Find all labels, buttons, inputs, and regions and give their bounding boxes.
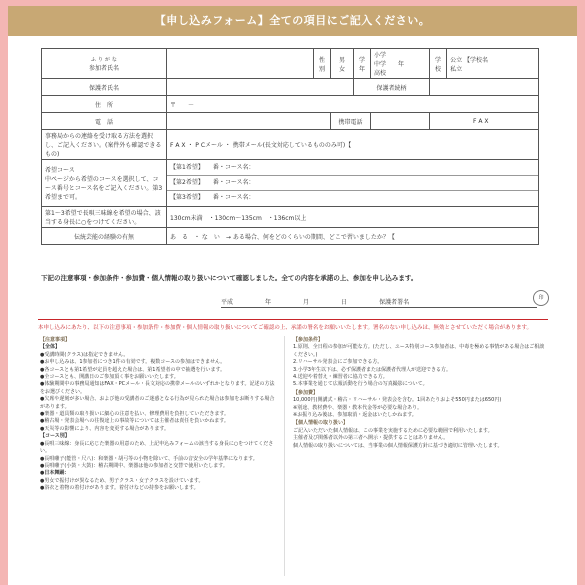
signature-line[interactable]: 平成 年 月 日 保護者署名 xyxy=(221,297,537,308)
form-header: 【申し込みフォーム】全ての項目にご記入ください。 xyxy=(8,6,577,36)
experience-field[interactable]: あ る ・ な い → ある場合、何をどのくらいの期間、どこで習いましたか？【 xyxy=(167,228,539,245)
height-options[interactable]: 130cm未満 ・130cm～135cm ・136cm以上 xyxy=(167,207,539,228)
participant-name-label: ふ り が な 参加者氏名 xyxy=(42,49,167,79)
guardian-name-label: 保護者氏名 xyxy=(42,79,167,96)
contact-method-label: 事務局からの連絡を受け取る方法を選択し、ご記入ください。(案件外も確認できるもの) xyxy=(42,130,167,160)
mobile-label: 携帯電話 xyxy=(331,113,371,130)
application-table xyxy=(41,48,539,245)
column-divider xyxy=(284,336,285,576)
school-label: 学校 xyxy=(430,49,447,79)
guardian-sign-label: 保護者署名 xyxy=(379,299,410,306)
height-label: 第1～3希望で長唄三味線を希望の場合、該当する身長に○をつけてください。 xyxy=(42,207,167,228)
phone-field[interactable] xyxy=(167,113,331,130)
fax-field[interactable] xyxy=(430,113,539,130)
address-label: 住 所 xyxy=(42,96,167,113)
consent-text: 下記の注意事項・参加条件・参加費・個人情報の取り扱いについて確認しました。全ての内容を承諾の上、参加を申し込みます。 xyxy=(41,274,418,282)
relation-field[interactable] xyxy=(430,79,539,96)
participant-name-field[interactable] xyxy=(167,49,314,79)
course-choice-label: 希望コース 中ページから希望のコースを選択して、コース番号とコース名をご記入ください。第3希望まで可。 xyxy=(42,160,167,207)
gender-options[interactable]: 男 女 xyxy=(331,49,354,79)
warning-text: 本申し込みにあたり、以下の注意事項・参加条件・参加費・個人情報の取り扱いについてご確認の上、承諾の署名をお願いいたします。署名のない申し込みは、無効とさせていただく場合があります。 xyxy=(38,319,548,331)
relation-label: 保護者続柄 xyxy=(354,79,430,96)
experience-label: 伝統芸能の経験の有無 xyxy=(42,228,167,245)
address-field[interactable]: 〒 － xyxy=(167,96,539,113)
school-field[interactable]: 公立 【学校名 私立 xyxy=(447,49,539,79)
seal-stamp: 印 xyxy=(533,290,549,306)
gender-label: 性別 xyxy=(314,49,331,79)
contact-method-field[interactable]: F A X ・ P Cメール ・ 携帯メール(長文対応しているもののみ可)【 xyxy=(167,130,539,160)
notes-left-column: 【注意事項】 【全体】 ●受講時間(クラス)は指定できません。 ●お申し込みは、1参加者につき1件の有効です。複数コースの参加はできません。 ●各コースとも第1希望が定員を超えた場合は、第1希望者の中で抽選を行います。 ●全コースとも、開講日のご参加頂く事をお願いいたします。 ●体験期間中の事務局通知はFAX・PCメール・長文対応の携帯メールのいずれかとなります。記述の方法をお選びください。 ●欠席や遅刻が多い場合、および他の受講者のご迷惑となる行為が見られた場合は参加をお断りする場合があります。 ●楽器・道具類の取り扱いに細心の注意を払い、修理費用を負担していただきます。 ●稽古場・発表会場への往復途上の事故等については主催者は責任を負いかねます。 ●天災等の影響により、内容を変更する場合があります。 【コース別】 ●長唄三味線：身長に応じた楽器の用意のため、上記申込みフォームの該当する身長に○をつけてください。 ●長唄囃子(能管・尺八)：和楽器・胡弓等の小物を除いて、手前の音安全の学年基準になります。 ●長唄囃子(小鼓・大鼓)：稽古期間中、楽器は他の参加者と交替で使用いたします。 ●日本舞踊： ●男女で振付けが異なるため、男子クラス・女子クラスを設けています。 ●浴衣と着物の着付けがあります。着付けなどの持参をお願いします。 xyxy=(40,337,275,492)
grade-label: 学年 xyxy=(354,49,371,79)
form-card xyxy=(8,6,577,585)
notes-right-column: 【参加条件】 1.原則、全日程の参加が可能な方。(ただし、ユース特別コース参加者は、中毒を極める事情がある場合はご相談ください。) 2.リハーサル発表会にご参加できる方。 3.小学3年生以下は、必ず保護者または保護者代理人が送迎できる方。 4.送迎や着替え・練習者に協力できる方。 5.本事業を通じて広報活動を行う場合の写真撮影について。 【参加費】 10,000円(開講式・稽古・リハーサル・発表会を含む。1回あたりおよそ550円または650円) ※別途、教材費や、楽器・教本代金等が必要な場合あり。 ※お振り込み後は、参加取消・返金はいたしかねます。 【個人情報の取り扱い】 ご記入いただいた個人情報は、この事業を実施するために必要な範囲で利用いたします。 主催者及び関係者以外の第三者へ開示・提供することはありません。 個人情報の取り扱いについては、当事業の個人情報保護方針に基づき適切に管理いたします。 xyxy=(293,337,545,449)
guardian-name-field[interactable] xyxy=(167,79,354,96)
phone-label: 電 話 xyxy=(42,113,167,130)
grade-options[interactable]: 小学 中学 年 高校 xyxy=(371,49,430,79)
mobile-field[interactable] xyxy=(371,113,430,130)
fax-label: F A X xyxy=(473,117,489,125)
course-choice-field[interactable]: 【第1希望】 番・コース名： 【第2希望】 番・コース名： 【第3希望】 番・コース名： xyxy=(167,160,539,207)
